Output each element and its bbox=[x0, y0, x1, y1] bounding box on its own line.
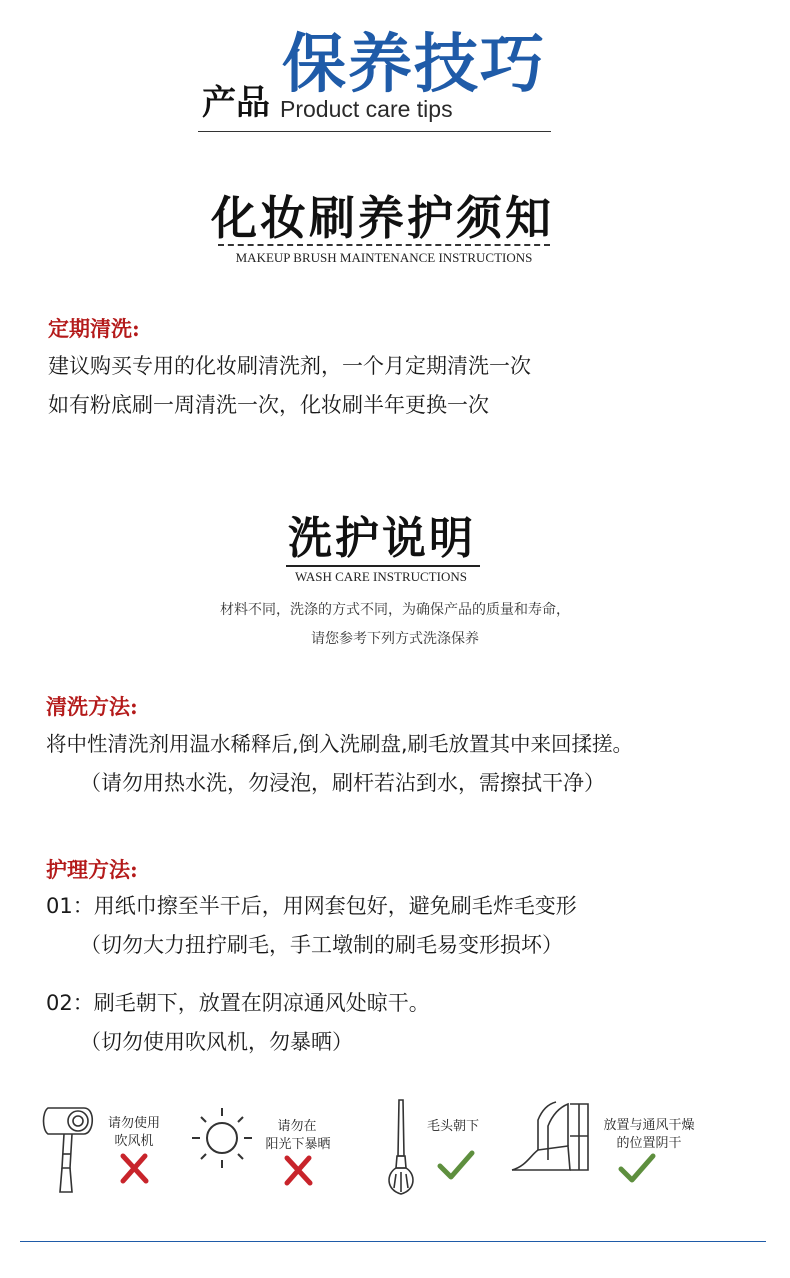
icon-label: 阳光下暴晒 bbox=[265, 1137, 331, 1152]
window-icon bbox=[508, 1100, 594, 1176]
cross-icon bbox=[282, 1154, 314, 1186]
cross-icon bbox=[118, 1152, 150, 1184]
wash-intro-line: 请您参考下列方式洗涤保养 bbox=[311, 631, 479, 647]
brush-icon bbox=[384, 1098, 418, 1198]
wash-intro-line: 材料不同，洗涤的方式不同，为确保产品的质量和寿命， bbox=[220, 602, 570, 618]
care-step-2: 02：刷毛朝下，放置在阴凉通风处晾干。 bbox=[46, 991, 430, 1015]
icon-label: 请勿在 bbox=[277, 1119, 317, 1134]
wash-section-title: 洗护说明 bbox=[288, 513, 476, 564]
wash-section-subtitle: WASH CARE INSTRUCTIONS bbox=[295, 569, 467, 584]
care-step-1: 01：用纸巾擦至半干后，用网套包好，避免刷毛炸毛变形 bbox=[46, 894, 577, 918]
regular-clean-line: 建议购买专用的化妆刷清洗剂，一个月定期清洗一次 bbox=[48, 354, 531, 378]
care-method-heading: 护理方法: bbox=[46, 857, 138, 882]
icon-label: 吹风机 bbox=[114, 1134, 154, 1149]
check-icon bbox=[617, 1151, 657, 1185]
check-icon bbox=[436, 1148, 476, 1182]
footer-divider bbox=[20, 1241, 766, 1242]
care-step-1-note: （切勿大力扭拧刷毛，手工墩制的刷毛易变形损坏） bbox=[80, 933, 563, 957]
wash-method-note: （请勿用热水洗，勿浸泡，刷杆若沾到水，需擦拭干净） bbox=[80, 771, 605, 795]
care-step-2-note: （切勿使用吹风机，勿暴晒） bbox=[80, 1030, 353, 1054]
icon-label: 请勿使用 bbox=[107, 1116, 160, 1131]
wash-title-divider bbox=[286, 565, 480, 567]
makeup-section-title: 化妆刷养护须知 bbox=[211, 191, 554, 245]
title-prefix: 产品 bbox=[202, 83, 270, 123]
page-title: 保养技巧 bbox=[282, 28, 546, 102]
icon-label: 毛头朝下 bbox=[426, 1119, 479, 1134]
makeup-section-subtitle: MAKEUP BRUSH MAINTENANCE INSTRUCTIONS bbox=[235, 250, 533, 265]
icon-label: 的位置阴干 bbox=[616, 1136, 682, 1151]
regular-clean-heading: 定期清洗: bbox=[48, 316, 140, 341]
regular-clean-line: 如有粉底刷一周清洗一次，化妆刷半年更换一次 bbox=[48, 393, 489, 417]
title-subtitle-en: Product care tips bbox=[280, 96, 453, 122]
makeup-title-divider bbox=[218, 244, 550, 246]
sun-icon bbox=[190, 1106, 254, 1170]
header-underline bbox=[198, 131, 551, 132]
icon-label: 放置与通风干燥 bbox=[603, 1118, 695, 1133]
wash-method-line: 将中性清洗剂用温水稀释后,倒入洗刷盘,刷毛放置其中来回揉搓。 bbox=[46, 732, 634, 756]
wash-method-heading: 清洗方法: bbox=[46, 694, 138, 719]
hair-dryer-icon bbox=[40, 1098, 100, 1198]
